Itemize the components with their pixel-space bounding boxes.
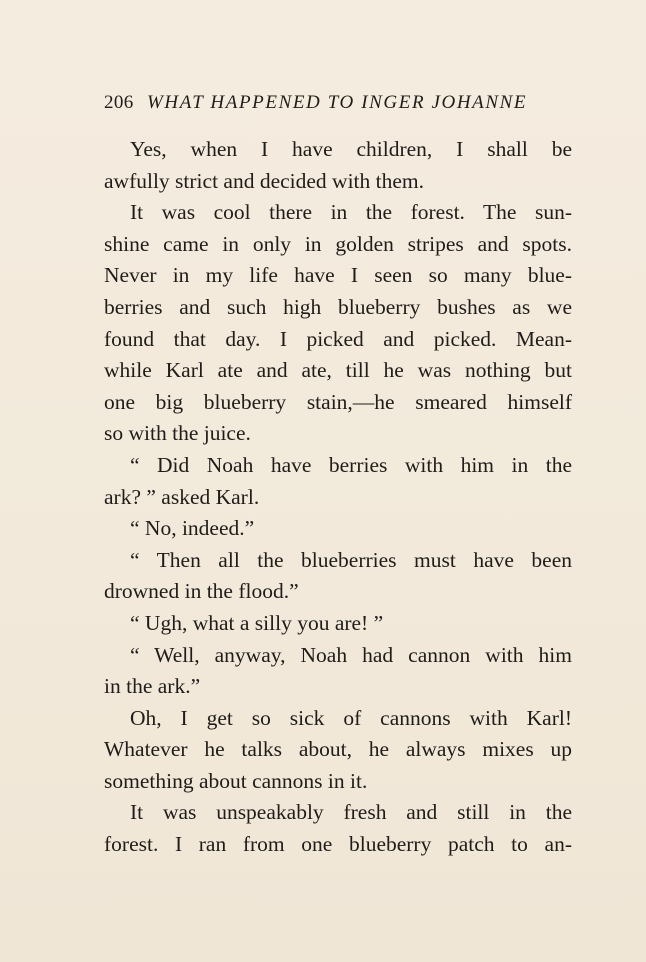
text-line: something about cannons in it. — [104, 768, 368, 793]
text-line: “ Did Noah have berries with him in the — [130, 452, 572, 477]
running-title: WHAT HAPPENED TO INGER JOHANNE — [147, 92, 528, 113]
text-line: Whatever he talks about, he always mixes up — [104, 737, 572, 762]
text-line: “ Well, anyway, Noah had cannon with him — [130, 642, 572, 667]
text-line: Never in my life have I seen so many blue- — [104, 263, 572, 288]
text-line: one big blueberry stain,—he smeared himself — [104, 389, 572, 414]
text-line: drowned in the flood.” — [104, 579, 299, 604]
running-header — [104, 92, 574, 118]
text-line: ark? ” asked Karl. — [104, 484, 260, 509]
page-number: 206 — [104, 92, 134, 113]
text-line: Yes, when I have children, I shall be — [130, 137, 572, 161]
text-line: “ Then all the blueberries must have been — [130, 547, 572, 572]
text-line: in the ark.” — [104, 674, 201, 699]
text-line: Oh, I get so sick of cannons with Karl! — [130, 705, 572, 730]
text-line: forest. I ran from one blueberry patch to an- — [104, 832, 572, 857]
text-line: It was cool there in the forest. The sun- — [130, 200, 572, 225]
text-line: It was unspeakably fresh and still in the — [130, 800, 572, 825]
text-line: so with the juice. — [104, 421, 251, 446]
text-line: shine came in only in golden stripes and spots. — [104, 231, 572, 256]
text-line: awfully strict and decided with them. — [104, 168, 425, 193]
text-line: “ No, indeed.” — [130, 516, 255, 541]
text-line: found that day. I picked and picked. Mean- — [104, 326, 572, 351]
body-text — [104, 134, 572, 861]
text-line: berries and such high blueberry bushes as we — [104, 294, 572, 319]
text-line: “ Ugh, what a silly you are! ” — [130, 610, 384, 635]
text-line: while Karl ate and ate, till he was nothing but — [104, 358, 572, 383]
